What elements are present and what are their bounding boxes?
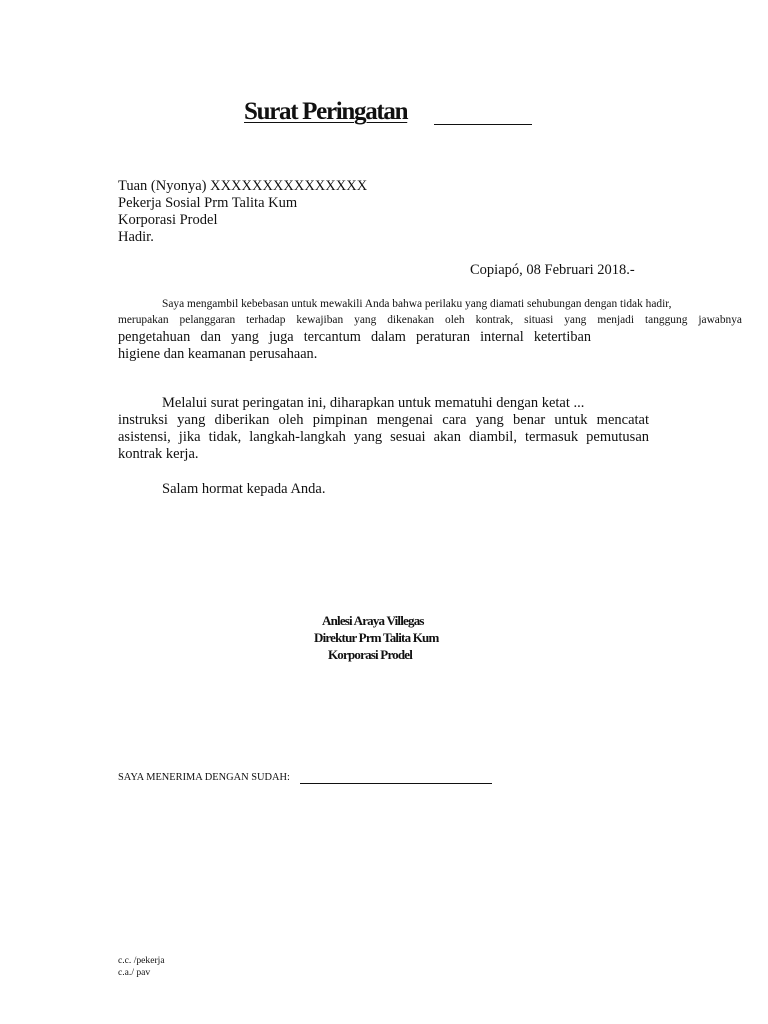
paragraph-2-line-4: kontrak kerja.: [118, 446, 199, 462]
cc-line-1: c.c. /pekerja: [118, 955, 165, 966]
closing-salutation: Salam hormat kepada Anda.: [162, 481, 326, 497]
recipient-line-3: Korporasi Prodel: [118, 212, 218, 228]
letter-date: Copiapó, 08 Februari 2018.-: [470, 262, 635, 278]
paragraph-1-line-3: pengetahuan dan yang juga tercantum dalam peraturan internal ketertiban: [118, 329, 591, 345]
cc-line-2: c.a./ pav: [118, 967, 151, 978]
paragraph-2-line-3: asistensi, jika tidak, langkah-langkah yang sesuai akan diambil, termasuk pemutusan: [118, 429, 649, 445]
letter-title: Surat Peringatan: [244, 98, 408, 125]
signer-position: Direktur Prm Talita Kum: [314, 630, 439, 645]
signer-name: Anlesi Araya Villegas: [322, 613, 424, 628]
title-underline: [434, 124, 532, 125]
acceptance-label: SAYA MENERIMA DENGAN SUDAH:: [118, 772, 290, 783]
paragraph-1-line-4: higiene dan keamanan perusahaan.: [118, 346, 318, 362]
recipient-line-2: Pekerja Sosial Prm Talita Kum: [118, 195, 298, 211]
paragraph-1-line-2: merupakan pelanggaran terhadap kewajiban yang dikenakan oleh kontrak, situasi yang menjadi tanggung jawabnya: [118, 314, 742, 326]
acceptance-signature-line: [300, 783, 492, 784]
paragraph-2-line-1: Melalui surat peringatan ini, diharapkan untuk mematuhi dengan ketat ...: [162, 395, 585, 411]
paragraph-2-line-2: instruksi yang diberikan oleh pimpinan mengenai cara yang benar untuk mencatat: [118, 412, 649, 428]
paragraph-1-line-1: Saya mengambil kebebasan untuk mewakili Anda bahwa perilaku yang diamati sehubungan dengan tidak hadir,: [162, 298, 672, 310]
recipient-line-1: Tuan (Nyonya) XXXXXXXXXXXXXXX: [118, 178, 368, 194]
recipient-line-4: Hadir.: [118, 229, 154, 245]
signer-organization: Korporasi Prodel: [328, 647, 413, 662]
